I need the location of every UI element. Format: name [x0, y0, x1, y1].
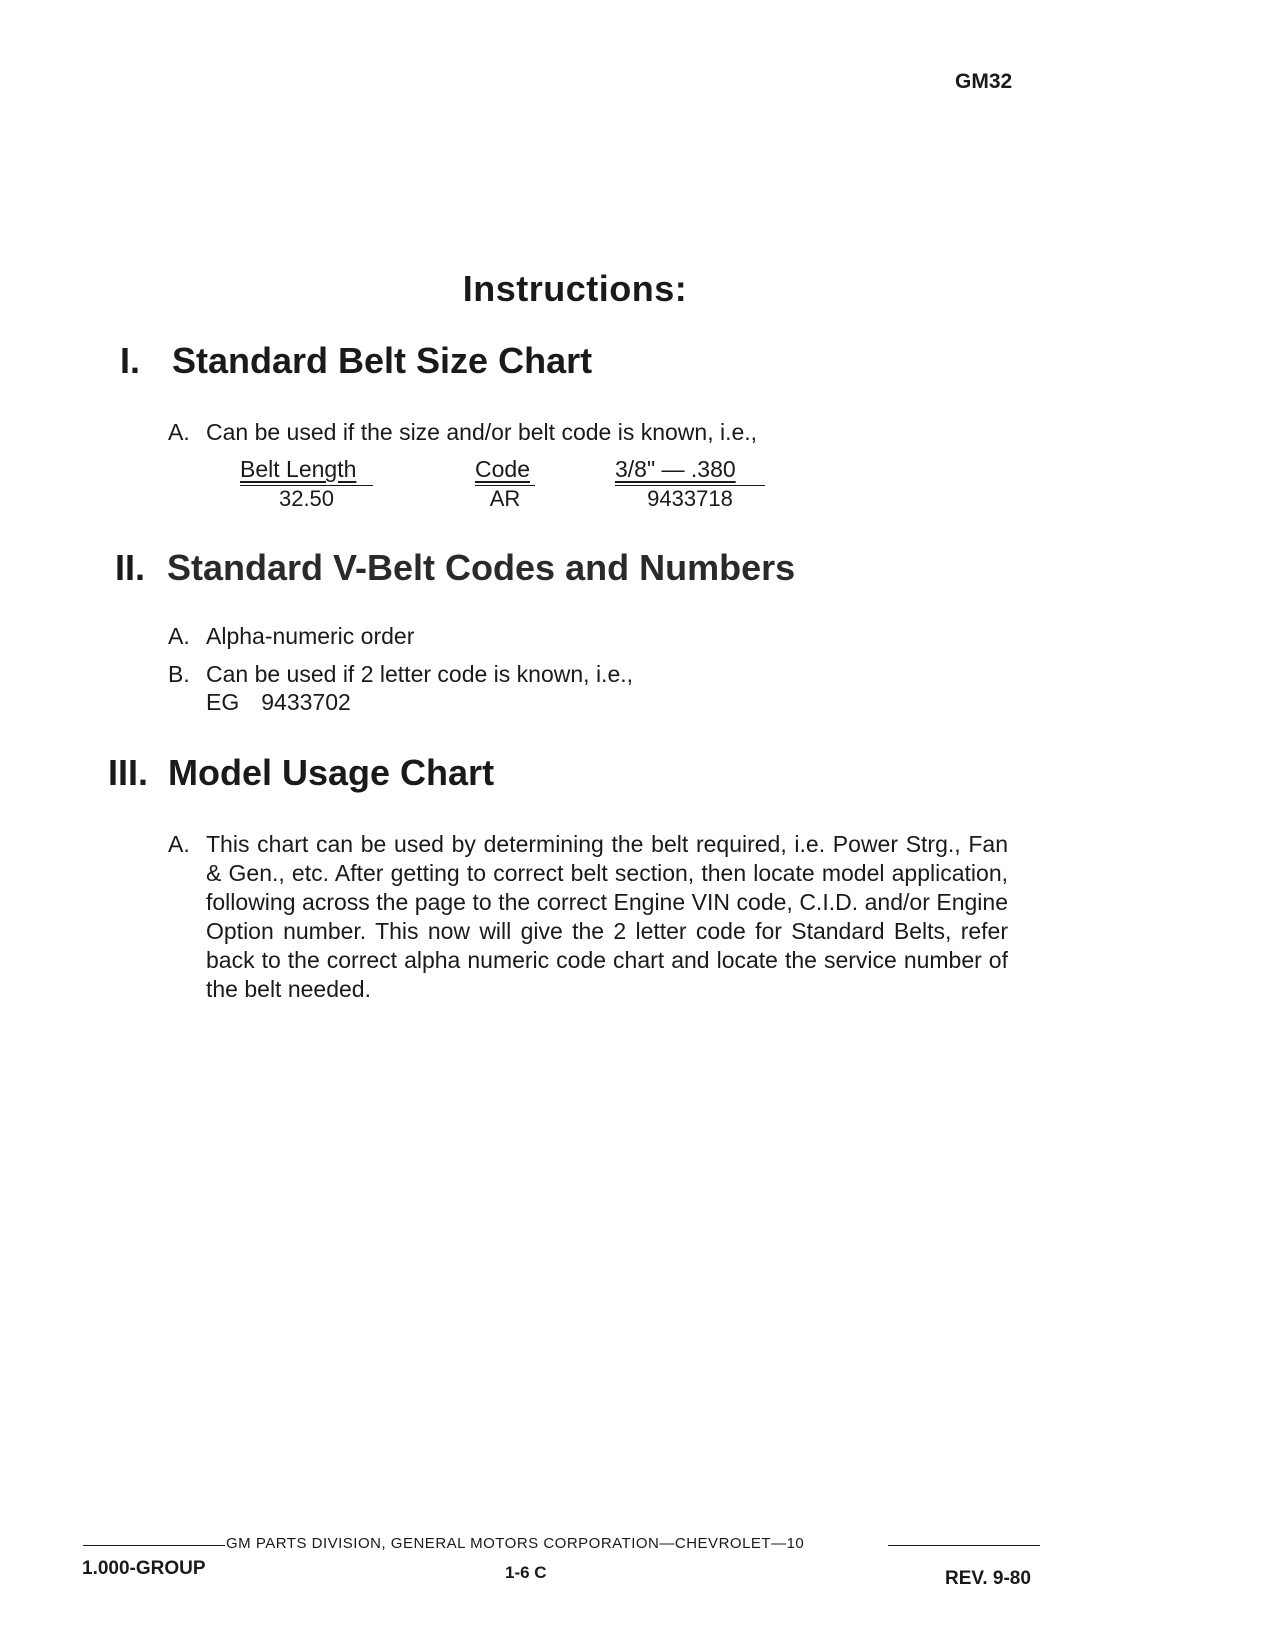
- section-2-item-a: [168, 622, 414, 651]
- section-1-number: I.: [120, 340, 141, 381]
- section-1-title: Standard Belt Size Chart: [172, 340, 593, 381]
- section-2-heading: [115, 547, 795, 589]
- footer-revision: REV. 9-80: [945, 1568, 1031, 1589]
- item-text: Can be used if the size and/or belt code is known, i.e.,: [206, 419, 758, 445]
- section-2-item-b: [168, 660, 633, 689]
- section-2-number: II.: [115, 547, 146, 588]
- item-marker: B.: [168, 661, 190, 687]
- item-marker: A.: [168, 831, 190, 857]
- item-marker: A.: [168, 419, 190, 445]
- example-header-section-size: 3/8" — .380: [615, 456, 736, 482]
- footer-credit: GM PARTS DIVISION, GENERAL MOTORS CORPORATION—CHEVROLET—10: [226, 1535, 805, 1552]
- section-1-heading: [120, 340, 592, 382]
- section-3-title: Model Usage Chart: [168, 752, 495, 793]
- example-value-service-number: 9433718: [615, 485, 765, 511]
- example-code: EG: [206, 689, 240, 715]
- page-title: Instructions:: [462, 268, 688, 309]
- example-value-code: AR: [475, 485, 535, 511]
- section-3-item-a: [168, 830, 1008, 1004]
- section-2-example: [206, 688, 351, 717]
- footer-page-number: 1-6 C: [505, 1563, 547, 1582]
- section-3-number: III.: [108, 752, 149, 793]
- document-id: GM32: [955, 70, 1013, 93]
- item-text: Can be used if 2 letter code is known, i.e.,: [206, 661, 634, 687]
- item-marker: A.: [168, 623, 190, 649]
- example-header-code: Code: [475, 456, 530, 482]
- example-number: 9433702: [261, 689, 351, 715]
- item-text: Alpha-numeric order: [206, 623, 415, 649]
- footer-rule-right: [888, 1545, 1040, 1546]
- section-3-heading: [108, 752, 494, 794]
- example-header-belt-length: Belt Length: [240, 456, 357, 482]
- footer-rule-left: [83, 1545, 225, 1546]
- example-value-belt-length: 32.50: [240, 485, 373, 511]
- section-2-title: Standard V-Belt Codes and Numbers: [167, 547, 796, 588]
- item-text: This chart can be used by determining the belt required, i.e. Power Strg., Fan & Gen., etc. After getting to correct belt section, then locate model application, following across the page to the correct Engine VIN code, C.I.D. and/or Engine Option number. This now will give the 2 letter code for Standard Belts, refer back to the correct alpha numeric code chart and locate the service number of the belt needed.: [206, 831, 1008, 1002]
- section-1-item-a: [168, 418, 757, 447]
- footer-group: 1.000-GROUP: [82, 1558, 206, 1579]
